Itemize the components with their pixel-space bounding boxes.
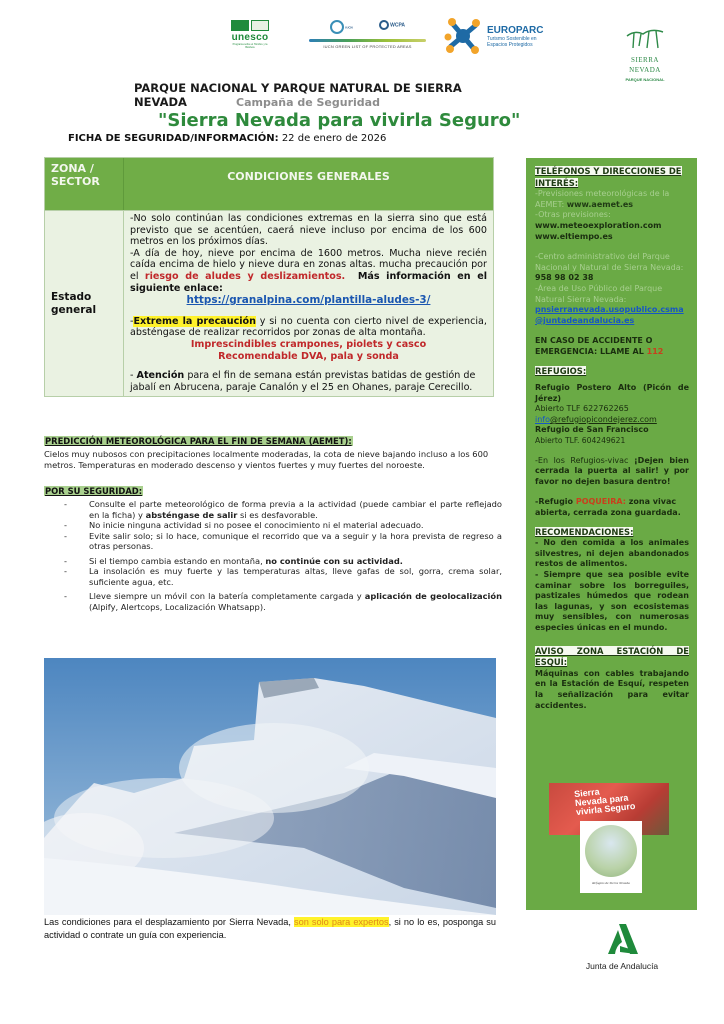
- europarc-wordmark: EUROPARC: [487, 24, 544, 36]
- avalanche-info-link[interactable]: https://granalpina.com/plantilla-aludes-3/: [186, 294, 431, 307]
- safety-text-a: Lleve siempre un móvil con la batería completamente cargada y: [89, 591, 365, 601]
- poqueira-text: zona vivac abierta, cerrada zona guardada.: [535, 497, 681, 518]
- ski-heading: [535, 646, 689, 669]
- p4-dash: -: [130, 370, 137, 382]
- aemet-line: [535, 189, 689, 210]
- iucn-circle-icon: [330, 20, 344, 34]
- ski-warning-text: Máquinas con cables trabajando en la Estación de Esquí, respeten la señalización para evitar accidentes.: [535, 668, 689, 710]
- eltiempo-link[interactable]: www.eltiempo.es: [535, 231, 613, 241]
- refuge-san-francisco-info: Abierto TLF. 604249621: [535, 436, 626, 446]
- recommendation-2: - Siempre que sea posible evite caminar sobre los borreguiles, pastizales húmedos que rodean las lagunas, y son ecosistemas muy sensibles, con numerosas especies únicas en el mundo.: [535, 570, 689, 632]
- more-info-label: Más información en el siguiente enlace:: [130, 270, 488, 294]
- recommendations-heading-text: RECOMENDACIONES:: [535, 526, 634, 537]
- safety-item: [64, 566, 502, 587]
- refugios-badge-image: [580, 821, 642, 893]
- attention-label: Atención: [136, 370, 185, 382]
- safety-item-text: [89, 531, 502, 552]
- p3-dash: -: [130, 315, 134, 327]
- p2-text: -A día de hoy, nieve por encima de 1600 metros. Mucha nieve recién caída encima de hielo y nieve dura en zonas altas. mucha precaución por el: [130, 247, 487, 282]
- table-row: [45, 210, 493, 396]
- forecast-heading: [44, 429, 353, 448]
- refuges-heading-text: REFUGIOS:: [535, 365, 587, 376]
- unesco-logo: [228, 20, 272, 64]
- badge-caption: Refugios de Sierra Nevada: [592, 881, 630, 885]
- safety-text-a: Si el tiempo cambia estando en montaña,: [89, 555, 266, 566]
- bullet-dash: -: [64, 499, 67, 509]
- ski-heading-text: AVISO ZONA ESTACIÓN DE ESQUÍ:: [535, 645, 689, 668]
- conditions-table: [44, 157, 494, 397]
- conditions-paragraph-4: [130, 370, 487, 393]
- safety-item-text: [89, 591, 502, 612]
- emergency-text: EN CASO DE ACCIDENTE O EMERGENCIA: LLAME AL: [535, 336, 653, 356]
- snowy-mountain-photo: [44, 658, 496, 915]
- safety-heading-text: POR SU SEGURIDAD:: [45, 486, 143, 496]
- conditions-paragraph-1: -No solo continúan las condiciones extremas en la sierra sino que está previsto que se acentúen, caerá nieve incluso por encima de los 600 metros en los próximos días.: [130, 213, 487, 248]
- experts-only-highlight: son solo para expertos: [293, 917, 389, 927]
- recommended-gear: Recomendable DVA, pala y sonda: [218, 350, 399, 362]
- unesco-leaf-icon: [251, 20, 269, 31]
- refuge-illustration: [585, 825, 637, 877]
- extreme-caution-highlight: Extreme la precaución: [133, 315, 256, 327]
- admin-center-label: -Centro administrativo del Parque Nacional y Natural de Sierra Nevada:: [535, 252, 684, 272]
- safety-item-text: [89, 499, 502, 520]
- green-list-swoosh: [309, 39, 426, 42]
- info-side-panel: [526, 158, 697, 910]
- row-zone-line2: general: [51, 303, 97, 316]
- iucn-caption: IUCN GREEN LIST OF PROTECTED AREAS: [323, 44, 412, 49]
- unesco-wordmark: unesco: [231, 32, 269, 43]
- meteoexploration-link[interactable]: www.meteoexploration.com: [535, 220, 662, 230]
- other-forecasts-label: -Otras previsiones:: [535, 210, 611, 220]
- safety-item: [64, 591, 502, 612]
- email-domain[interactable]: @refugiopicondejerez.com: [550, 414, 657, 424]
- recommendations-heading: [535, 527, 689, 539]
- header-zone-sector: [45, 158, 124, 210]
- p3-text: y si no cuenta con cierto nivel de experiencia, absténgase de realizar recorridos por zonas de alta montaña.: [130, 315, 487, 339]
- header-zone-line2: SECTOR: [51, 175, 100, 188]
- safety-item: [64, 556, 502, 567]
- aemet-label: -Previsiones meteorológicas de la AEMET:: [535, 189, 670, 209]
- safety-item: [64, 531, 502, 552]
- unesco-temple-icon: [231, 20, 249, 31]
- safety-text-a: No inicie ninguna actividad si no posee el conocimiento ni el material adecuado.: [89, 520, 424, 530]
- vivac-notice: [535, 456, 689, 488]
- refuge-postero-alto-email[interactable]: [535, 415, 689, 426]
- refuge-postero-alto-name: Refugio Postero Alto (Picón de Jérez): [535, 383, 689, 403]
- refuge-postero-alto-info: Abierto TLF 622762265: [535, 404, 629, 414]
- sn-logo-line1: SIERRA: [631, 56, 659, 64]
- junta-a-icon: [604, 922, 640, 956]
- p4-text: para el fin de semana están previstas batidas de gestión de jabalí en Abrucena, paraje Canalón y el 25 en Ohanes, paraje Cerecillo.: [130, 370, 476, 393]
- vivac-warning: ¡Dejen bien cerrada la puerta al salir! y por favor no dejen basura dentro!: [535, 455, 690, 486]
- caption-text-a: Las condiciones para el desplazamiento por Sierra Nevada,: [44, 917, 294, 927]
- europarc-subtitle-2: Espacios Protegidos: [487, 41, 533, 48]
- row-zone-line1: Estado: [51, 290, 92, 303]
- admin-center-phone: 958 98 02 38: [535, 273, 594, 283]
- aemet-link[interactable]: www.aemet.es: [566, 199, 634, 209]
- safety-list: [64, 499, 502, 612]
- europarc-subtitle-1: Turismo Sostenible en: [487, 35, 537, 42]
- junta-wordmark: Junta de Andalucía: [585, 961, 659, 971]
- iucn-green-list-logo: [305, 20, 430, 56]
- avalanche-warning: riesgo de aludes y deslizamientos.: [144, 270, 346, 282]
- photo-caption: [44, 916, 496, 942]
- emergency-number: 112: [646, 346, 664, 356]
- poqueira-label: -Refugio: [535, 497, 576, 507]
- safety-text-a: La insolación es muy fuerte y las temperaturas altas, lleve gafas de sol, gorra, crema solar, suficiente agua, etc.: [89, 566, 502, 587]
- safety-heading: [44, 479, 143, 498]
- junta-de-andalucia-logo: [577, 922, 667, 974]
- email-user[interactable]: info: [535, 414, 551, 424]
- safety-item: [64, 520, 502, 531]
- header-conditions: CONDICIONES GENERALES: [227, 170, 390, 183]
- safety-item-text: [89, 556, 502, 567]
- europarc-star-icon: [444, 17, 482, 55]
- ficha-line: [68, 133, 386, 144]
- caption-text-b: , si no lo es, posponga su actividad o contrate un guía con experiencia.: [44, 917, 496, 940]
- safety-item: [64, 499, 502, 520]
- safety-text-a: Consulte el parte meteorológico de forma previa a la actividad (puede cambiar el parte reflejado en la ficha) y: [89, 499, 502, 520]
- header-zone-line1: ZONA /: [51, 162, 94, 175]
- conditions-paragraph-3: [130, 316, 487, 339]
- safety-text-c: si es desfavorable.: [237, 509, 318, 520]
- ficha-label: FICHA DE SEGURIDAD/INFORMACIÓN:: [68, 133, 279, 144]
- row-conditions: [124, 211, 493, 396]
- poqueira-name: POQUEIRA:: [575, 497, 626, 507]
- safety-text-c: (Alpify, Alertcops, Localización Whatsapp).: [89, 601, 266, 612]
- safety-text-a: Evite salir solo; si lo hace, comunique el recorrido que va a seguir y la hora prevista de regreso a otras personas.: [89, 530, 502, 551]
- campaign-subtitle: Campaña de Seguridad: [236, 96, 380, 109]
- ficha-date: 22 de enero de 2026: [281, 133, 387, 144]
- forecast-heading-text: PREDICCIÓN METEOROLÓGICA PARA EL FIN DE SEMANA (AEMET):: [45, 436, 352, 446]
- vivac-label: -En los Refugios-vivac: [535, 455, 635, 465]
- bullet-dash: -: [64, 520, 67, 530]
- sn-logo-line3: PARQUE NACIONAL: [625, 77, 665, 82]
- safety-text-bold: no continúe con su actividad.: [265, 555, 403, 566]
- iucn-label: IUCN: [345, 25, 353, 30]
- bullet-dash: -: [64, 591, 67, 601]
- emergency-notice: [535, 336, 689, 357]
- safety-item-text: [89, 566, 502, 587]
- public-use-label: -Área de Uso Público del Parque Natural Sierra Nevada:: [535, 283, 663, 304]
- public-use-email-link[interactable]: pnsierranevada.usopublico.csma@juntadeandalucia.es: [535, 305, 684, 325]
- contacts-heading-text: TELÉFONOS Y DIRECCIONES DE INTERÉS:: [535, 166, 682, 188]
- wcpa-label: WCPA: [390, 22, 406, 29]
- recommendation-1: - No den comida a los animales silvestres, ni dejen abandonados restos de alimentos.: [535, 538, 689, 569]
- unesco-subtitle: Programa sobre el Hombre y la Biosfera: [232, 43, 268, 49]
- poqueira-notice: [535, 497, 689, 518]
- contacts-heading: [535, 166, 689, 189]
- required-gear: Imprescindibles crampones, piolets y casco: [190, 338, 427, 350]
- table-header-row: [45, 158, 493, 210]
- document-title: PARQUE NACIONAL Y PARQUE NATURAL DE SIERRA NEVADA: [134, 81, 462, 109]
- europarc-logo: [444, 15, 544, 57]
- bullet-dash: -: [64, 555, 67, 566]
- row-zone-estado-general: [45, 211, 124, 396]
- sierra-nevada-national-park-logo: [620, 24, 670, 92]
- safety-item-text: [89, 520, 502, 531]
- refuges-heading: [535, 366, 689, 378]
- safety-text-bold: aplicación de geolocalización: [364, 591, 502, 601]
- tshirt-print: Sierra Nevada para vivirla Seguro: [573, 786, 636, 818]
- forecast-text: Cielos muy nubosos con precipitaciones localmente moderadas, la cota de nieve bajando incluso a los 600 metros. Temperaturas en moderado descenso y vientos fuertes y muy fuertes del noroeste.: [44, 449, 489, 470]
- refuge-san-francisco-name: Refugio de San Francisco: [535, 425, 649, 435]
- wcpa-globe-icon: [379, 20, 389, 30]
- mountain-mark-icon: [625, 24, 665, 50]
- safety-text-bold: absténgase de salir: [145, 509, 238, 520]
- bullet-dash: -: [64, 566, 67, 576]
- campaign-slogan: "Sierra Nevada para vivirla Seguro": [158, 110, 521, 131]
- bullet-dash: -: [64, 530, 67, 541]
- conditions-paragraph-2: [130, 248, 487, 294]
- sn-logo-line2: NEVADA: [629, 66, 661, 74]
